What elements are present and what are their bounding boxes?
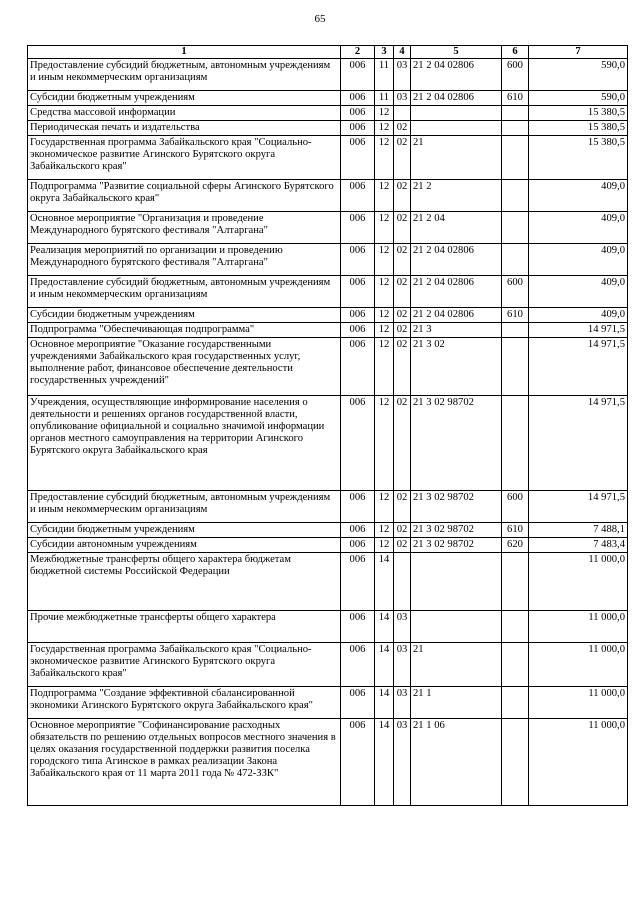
row-name: Основное мероприятие "Оказание государственными учреждениями Забайкальского края государственных услуг, выполнение работ, финансовое обеспечение деятельности государственных учреждений" (28, 338, 341, 396)
section-code: 12 (375, 121, 394, 136)
expense-type-code: 610 (502, 91, 529, 106)
subsection-code: 02 (394, 136, 411, 180)
section-code: 11 (375, 59, 394, 91)
section-code: 12 (375, 491, 394, 523)
row-name: Подпрограмма "Обеспечивающая подпрограмма" (28, 323, 341, 338)
ministry-code: 006 (341, 553, 375, 611)
target-item-code: 21 1 (411, 687, 502, 719)
target-item-code: 21 1 06 (411, 719, 502, 806)
expense-type-code (502, 396, 529, 491)
table-row (28, 396, 628, 491)
target-item-code: 21 2 04 02806 (411, 59, 502, 91)
section-code: 12 (375, 338, 394, 396)
table-row (28, 106, 628, 121)
table-row (28, 338, 628, 396)
amount: 409,0 (529, 308, 628, 323)
expense-type-code (502, 643, 529, 687)
subsection-code: 03 (394, 611, 411, 643)
table-row (28, 121, 628, 136)
expense-type-code (502, 212, 529, 244)
col-header-7: 7 (529, 46, 628, 59)
expense-type-code: 600 (502, 491, 529, 523)
row-name: Периодическая печать и издательства (28, 121, 341, 136)
section-code: 14 (375, 687, 394, 719)
amount: 7 483,4 (529, 538, 628, 553)
col-header-4: 4 (394, 46, 411, 59)
amount: 7 488,1 (529, 523, 628, 538)
amount: 11 000,0 (529, 553, 628, 611)
ministry-code: 006 (341, 523, 375, 538)
amount: 15 380,5 (529, 136, 628, 180)
table-header-row (28, 46, 628, 59)
amount: 409,0 (529, 212, 628, 244)
section-code: 14 (375, 719, 394, 806)
ministry-code: 006 (341, 276, 375, 308)
target-item-code: 21 2 04 02806 (411, 91, 502, 106)
subsection-code: 03 (394, 643, 411, 687)
subsection-code: 02 (394, 396, 411, 491)
amount: 14 971,5 (529, 338, 628, 396)
expense-type-code (502, 136, 529, 180)
amount: 590,0 (529, 91, 628, 106)
expense-type-code (502, 553, 529, 611)
row-name: Основное мероприятие "Организация и проведение Международного бурятского фестиваля "Алтаргана" (28, 212, 341, 244)
row-name: Средства массовой информации (28, 106, 341, 121)
expense-type-code: 610 (502, 523, 529, 538)
row-name: Предоставление субсидий бюджетным, автономным учреждениям и иным некоммерческим организациям (28, 59, 341, 91)
section-code: 12 (375, 323, 394, 338)
section-code: 12 (375, 308, 394, 323)
amount: 14 971,5 (529, 323, 628, 338)
row-name: Учреждения, осуществляющие информирование населения о деятельности и решениях органов государственной власти, опубликование официальной и социально значимой информации органов местного самоуправления на территории Агинского Бурятского округа Забайкальского края (28, 396, 341, 491)
section-code: 12 (375, 212, 394, 244)
row-name: Реализация мероприятий по организации и проведению Международного бурятского фестиваля "Алтаргана" (28, 244, 341, 276)
amount: 11 000,0 (529, 687, 628, 719)
target-item-code: 21 (411, 643, 502, 687)
row-name: Прочие межбюджетные трансферты общего характера (28, 611, 341, 643)
expense-type-code (502, 121, 529, 136)
amount: 14 971,5 (529, 491, 628, 523)
row-name: Государственная программа Забайкальского края "Социально-экономическое развитие Агинского Бурятского округа Забайкальского края" (28, 136, 341, 180)
subsection-code: 02 (394, 276, 411, 308)
budget-table (27, 45, 628, 806)
ministry-code: 006 (341, 538, 375, 553)
ministry-code: 006 (341, 59, 375, 91)
subsection-code: 02 (394, 121, 411, 136)
expense-type-code: 610 (502, 308, 529, 323)
section-code: 12 (375, 396, 394, 491)
table-row (28, 136, 628, 180)
target-item-code: 21 3 02 98702 (411, 396, 502, 491)
target-item-code: 21 3 (411, 323, 502, 338)
table-row (28, 538, 628, 553)
table-row (28, 611, 628, 643)
amount: 11 000,0 (529, 643, 628, 687)
col-header-3: 3 (375, 46, 394, 59)
row-name: Основное мероприятие "Софинансирование расходных обязательств по решению отдельных вопросов местного значения в целях оказания государственной поддержки развития поселка городского типа Агинское в рамках реализации Закона Забайкальского края от 11 марта 2011 года № 472-ЗЗК" (28, 719, 341, 806)
ministry-code: 006 (341, 244, 375, 276)
table-row (28, 212, 628, 244)
col-header-2: 2 (341, 46, 375, 59)
subsection-code: 03 (394, 687, 411, 719)
ministry-code: 006 (341, 308, 375, 323)
subsection-code: 03 (394, 59, 411, 91)
row-name: Подпрограмма "Развитие социальной сферы Агинского Бурятского округа Забайкальского края" (28, 180, 341, 212)
expense-type-code (502, 687, 529, 719)
row-name: Субсидии бюджетным учреждениям (28, 91, 341, 106)
target-item-code: 21 3 02 (411, 338, 502, 396)
ministry-code: 006 (341, 338, 375, 396)
table-row (28, 643, 628, 687)
target-item-code: 21 2 04 02806 (411, 308, 502, 323)
ministry-code: 006 (341, 611, 375, 643)
section-code: 12 (375, 523, 394, 538)
table-row (28, 308, 628, 323)
col-header-5: 5 (411, 46, 502, 59)
ministry-code: 006 (341, 212, 375, 244)
section-code: 12 (375, 244, 394, 276)
section-code: 12 (375, 180, 394, 212)
row-name: Государственная программа Забайкальского края "Социально-экономическое развитие Агинского Бурятского округа Забайкальского края" (28, 643, 341, 687)
section-code: 12 (375, 136, 394, 180)
expense-type-code (502, 106, 529, 121)
subsection-code: 02 (394, 338, 411, 396)
subsection-code: 02 (394, 523, 411, 538)
ministry-code: 006 (341, 136, 375, 180)
row-name: Предоставление субсидий бюджетным, автономным учреждениям и иным некоммерческим организациям (28, 276, 341, 308)
ministry-code: 006 (341, 491, 375, 523)
row-name: Субсидии бюджетным учреждениям (28, 523, 341, 538)
section-code: 14 (375, 643, 394, 687)
row-name: Субсидии автономным учреждениям (28, 538, 341, 553)
section-code: 14 (375, 611, 394, 643)
ministry-code: 006 (341, 643, 375, 687)
table-row (28, 276, 628, 308)
target-item-code: 21 3 02 98702 (411, 491, 502, 523)
amount: 590,0 (529, 59, 628, 91)
expense-type-code (502, 323, 529, 338)
target-item-code (411, 121, 502, 136)
ministry-code: 006 (341, 106, 375, 121)
amount: 409,0 (529, 180, 628, 212)
table-row (28, 687, 628, 719)
subsection-code: 03 (394, 91, 411, 106)
subsection-code: 02 (394, 538, 411, 553)
ministry-code: 006 (341, 687, 375, 719)
subsection-code: 02 (394, 323, 411, 338)
expense-type-code (502, 611, 529, 643)
expense-type-code (502, 338, 529, 396)
amount: 15 380,5 (529, 106, 628, 121)
table-row (28, 244, 628, 276)
table-row (28, 553, 628, 611)
target-item-code: 21 2 04 02806 (411, 276, 502, 308)
table-row (28, 323, 628, 338)
row-name: Субсидии бюджетным учреждениям (28, 308, 341, 323)
target-item-code: 21 2 04 (411, 212, 502, 244)
ministry-code: 006 (341, 121, 375, 136)
amount: 15 380,5 (529, 121, 628, 136)
subsection-code: 03 (394, 719, 411, 806)
section-code: 11 (375, 91, 394, 106)
target-item-code: 21 3 02 98702 (411, 538, 502, 553)
row-name: Межбюджетные трансферты общего характера бюджетам бюджетной системы Российской Федерации (28, 553, 341, 611)
expense-type-code (502, 244, 529, 276)
ministry-code: 006 (341, 719, 375, 806)
subsection-code: 02 (394, 308, 411, 323)
ministry-code: 006 (341, 396, 375, 491)
section-code: 12 (375, 106, 394, 121)
table-row (28, 180, 628, 212)
col-header-6: 6 (502, 46, 529, 59)
subsection-code: 02 (394, 244, 411, 276)
expense-type-code: 600 (502, 59, 529, 91)
subsection-code: 02 (394, 180, 411, 212)
target-item-code: 21 2 04 02806 (411, 244, 502, 276)
amount: 409,0 (529, 244, 628, 276)
target-item-code: 21 (411, 136, 502, 180)
ministry-code: 006 (341, 180, 375, 212)
target-item-code: 21 2 (411, 180, 502, 212)
subsection-code (394, 553, 411, 611)
ministry-code: 006 (341, 91, 375, 106)
table-row (28, 719, 628, 806)
amount: 11 000,0 (529, 719, 628, 806)
row-name: Подпрограмма "Создание эффективной сбалансированной экономики Агинского Бурятского округа Забайкальского края" (28, 687, 341, 719)
expense-type-code: 620 (502, 538, 529, 553)
expense-type-code (502, 180, 529, 212)
target-item-code (411, 611, 502, 643)
section-code: 14 (375, 553, 394, 611)
amount: 409,0 (529, 276, 628, 308)
target-item-code (411, 553, 502, 611)
subsection-code (394, 106, 411, 121)
target-item-code (411, 106, 502, 121)
subsection-code: 02 (394, 212, 411, 244)
col-header-1: 1 (28, 46, 341, 59)
section-code: 12 (375, 538, 394, 553)
subsection-code: 02 (394, 491, 411, 523)
amount: 11 000,0 (529, 611, 628, 643)
table-row (28, 59, 628, 91)
table-row (28, 523, 628, 538)
table-row (28, 491, 628, 523)
expense-type-code (502, 719, 529, 806)
amount: 14 971,5 (529, 396, 628, 491)
row-name: Предоставление субсидий бюджетным, автономным учреждениям и иным некоммерческим организациям (28, 491, 341, 523)
ministry-code: 006 (341, 323, 375, 338)
section-code: 12 (375, 276, 394, 308)
expense-type-code: 600 (502, 276, 529, 308)
target-item-code: 21 3 02 98702 (411, 523, 502, 538)
page-number: 65 (314, 13, 326, 25)
table-row (28, 91, 628, 106)
